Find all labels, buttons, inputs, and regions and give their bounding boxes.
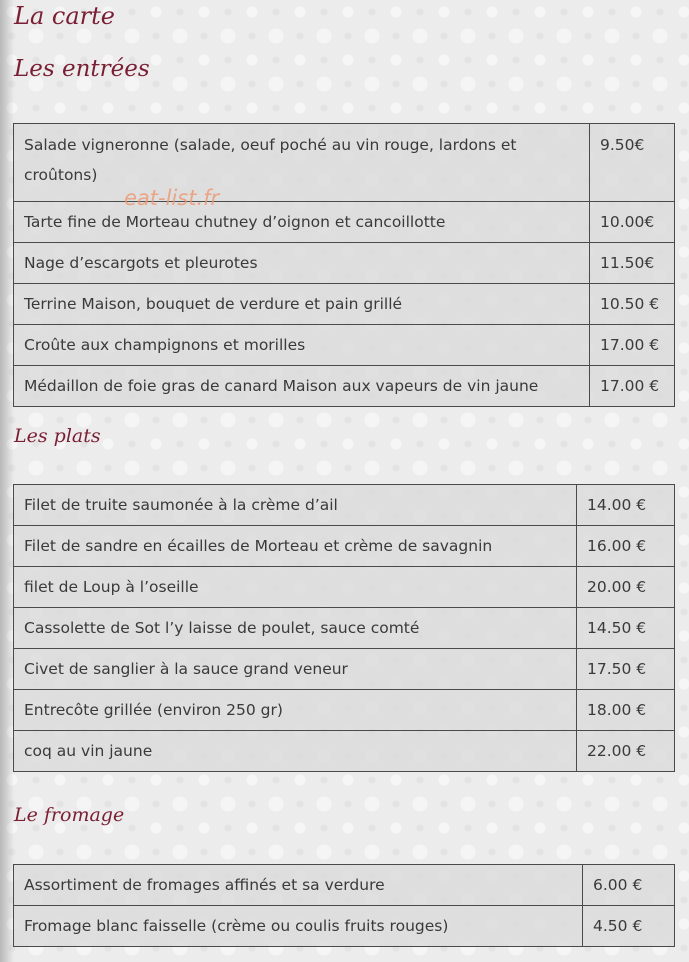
dish-price: 11.50€ [590, 243, 675, 284]
dish-price: 20.00 € [577, 567, 675, 608]
table-row [14, 325, 675, 366]
table-row [14, 124, 675, 202]
dish-name: Filet de truite saumonée à la crème d’ail [14, 485, 577, 526]
dish-name: Tarte fine de Morteau chutney d’oignon et cancoillotte [14, 202, 590, 243]
table-row [14, 608, 675, 649]
table-row [14, 284, 675, 325]
section-heading-plats: Les plats [14, 425, 101, 447]
dish-name: Cassolette de Sot l’y laisse de poulet, sauce comté [14, 608, 577, 649]
table-row [14, 526, 675, 567]
dish-name: filet de Loup à l’oseille [14, 567, 577, 608]
table-row [14, 567, 675, 608]
dish-name: Entrecôte grillée (environ 250 gr) [14, 690, 577, 731]
table-row [14, 906, 675, 947]
dish-price: 14.50 € [577, 608, 675, 649]
section-heading-entrees: Les entrées [14, 56, 150, 82]
dish-price: 16.00 € [577, 526, 675, 567]
menu-table-fromage [13, 864, 675, 947]
dish-price: 17.50 € [577, 649, 675, 690]
section-heading-fromage: Le fromage [14, 804, 125, 826]
dish-price: 17.00 € [590, 325, 675, 366]
dish-name: Filet de sandre en écailles de Morteau et crème de savagnin [14, 526, 577, 567]
dish-price: 22.00 € [577, 731, 675, 772]
dish-name: Salade vigneronne (salade, oeuf poché au vin rouge, lardons et croûtons) [14, 124, 590, 202]
table-row [14, 243, 675, 284]
table-row [14, 202, 675, 243]
dish-price: 9.50€ [590, 124, 675, 202]
table-row [14, 690, 675, 731]
table-row [14, 485, 675, 526]
dish-name: Terrine Maison, bouquet de verdure et pain grillé [14, 284, 590, 325]
table-row [14, 649, 675, 690]
watermark-text: eat-list.fr [124, 186, 220, 210]
dish-price: 17.00 € [590, 366, 675, 407]
dish-price: 6.00 € [583, 865, 675, 906]
dish-name: Médaillon de foie gras de canard Maison aux vapeurs de vin jaune [14, 366, 590, 407]
table-row [14, 865, 675, 906]
dish-name: Assortiment de fromages affinés et sa verdure [14, 865, 583, 906]
dish-price: 10.50 € [590, 284, 675, 325]
dish-name: coq au vin jaune [14, 731, 577, 772]
dish-price: 10.00€ [590, 202, 675, 243]
dish-name: Civet de sanglier à la sauce grand veneur [14, 649, 577, 690]
page-edge-shadow [0, 0, 14, 962]
dish-price: 14.00 € [577, 485, 675, 526]
dish-name: Croûte aux champignons et morilles [14, 325, 590, 366]
menu-table-plats [13, 484, 675, 772]
table-row [14, 731, 675, 772]
page-title: La carte [14, 2, 115, 30]
dish-price: 4.50 € [583, 906, 675, 947]
dish-name: Nage d’escargots et pleurotes [14, 243, 590, 284]
menu-table-entrees [13, 123, 675, 407]
table-row [14, 366, 675, 407]
dish-name: Fromage blanc faisselle (crème ou coulis fruits rouges) [14, 906, 583, 947]
dish-price: 18.00 € [577, 690, 675, 731]
